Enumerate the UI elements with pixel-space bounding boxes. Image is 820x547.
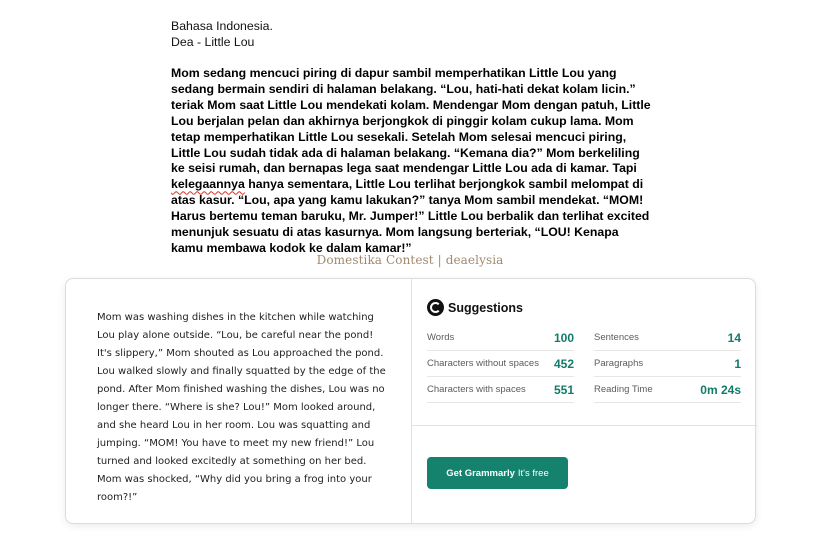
story-text-part1: Mom sedang mencuci piring di dapur sambil memperhatikan Little Lou yang sedang bermain sendiri di halaman belakang. “Lou, hati-hati dekat kolam licin.” teriak Mom saat Little Lou mendekati kolam. Mendengar Mom dengan patuh, Little Lou berjalan pelan dan akhirnya berjongkok di pinggir kolam cukup lama. Mom tetap memperhatikan Little Lou sesekali. Setelah Mom selesai mencuci piring, Little Lou sudah tidak ada di halaman belakang. “Kemana dia?” Mom berkeliling ke seisi rumah, dan bernapas lega saat mendengar Little Lou ada di kamar. Tapi — [171, 66, 651, 176]
cta-bold-label: Get Grammarly — [446, 467, 515, 479]
stat-value: 100 — [553, 330, 574, 345]
stat-label: Reading Time — [594, 384, 653, 395]
grammarly-card — [65, 278, 756, 524]
stat-value: 452 — [553, 356, 574, 371]
stat-value: 14 — [727, 330, 741, 345]
spelling-flagged-word[interactable]: kelegaannya — [171, 177, 245, 192]
grammarly-logo-icon — [427, 299, 444, 316]
stat-label: Sentences — [594, 332, 639, 343]
stat-paragraphs — [594, 351, 741, 377]
image-caption: Domestika Contest | deaelysia — [316, 253, 504, 267]
suggestions-header — [427, 299, 523, 316]
stat-label: Characters with spaces — [427, 384, 526, 395]
suggestions-panel — [412, 279, 757, 525]
stat-value: 0m 24s — [700, 382, 741, 397]
stat-label: Paragraphs — [594, 358, 644, 369]
suggestions-title: Suggestions — [448, 300, 524, 315]
horizontal-divider — [412, 425, 757, 426]
stat-sentences — [594, 325, 741, 351]
story-text-part2: hanya sementara, Little Lou terlihat berjongkok sambil melompat di atas kasur. “Lou, apa yang kamu lakukan?” tanya Mom sambil mendekat. “MOM! Harus bertemu teman baruku, Mr. Jumper!” Little Lou berbalik dan terlihat excited menunjuk sesuatu di atas kasurnya. Mom langsung berteriak, “LOU! Kenapa kamu membawa kodok ke dalam kamar!” — [171, 177, 650, 255]
stat-label: Words — [427, 332, 455, 343]
document-area — [171, 18, 651, 257]
story-paragraph — [171, 66, 651, 257]
english-translation-text: Mom was washing dishes in the kitchen while watching Lou play alone outside. “Lou, be careful near the pond! It's slippery,” Mom shouted as Lou approached the pond. Lou walked slowly and finally squatted by the edge of the pond. After Mom finished washing the dishes, Lou was no longer there. “Where is she? Lou!” Mom looked around, and she heard Lou in her room. Lou was squatting and jumping. “MOM! You have to meet my new friend!” Lou turned and looked excitedly at something on her bed. Mom was shocked, “Why did you bring a frog into your room?!” — [97, 312, 386, 503]
stat-characters-with-spaces — [427, 377, 574, 403]
get-grammarly-button[interactable] — [427, 457, 568, 489]
stat-characters-without-spaces — [427, 351, 574, 377]
story-title: Dea - Little Lou — [171, 35, 255, 49]
stat-value: 551 — [553, 382, 574, 397]
stat-value: 1 — [734, 356, 741, 371]
stat-label: Characters without spaces — [427, 358, 539, 369]
cta-label: It's free — [517, 467, 549, 479]
stat-words — [427, 325, 574, 351]
language-line: Bahasa Indonesia. — [171, 19, 273, 33]
stat-reading-time — [594, 377, 741, 403]
